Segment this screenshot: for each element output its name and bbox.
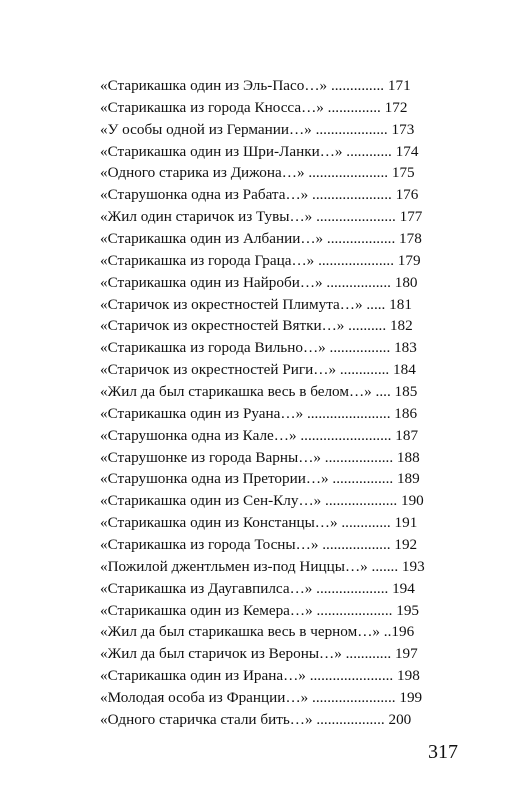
toc-entry: «Пожилой джентльмен из-под Ниццы…» ....... 193 [100, 557, 425, 575]
toc-entry: «Старикашка один из Руана…» ...................... 186 [100, 404, 418, 422]
toc-entry: «Старушонка одна из Рабата…» ..................... 176 [100, 186, 419, 204]
toc-entry: «Старичок из окрестностей Плимута…» ..... 181 [100, 295, 412, 313]
toc-entry: «Одного старика из Дижона…» ..................... 175 [100, 164, 415, 182]
toc-entry: «Одного старичка стали бить…» .................. 200 [100, 710, 412, 728]
toc-entry: «У особы одной из Германии…» ................... 173 [100, 120, 415, 138]
toc-entry: «Старушонка одна из Кале…» ........................ 187 [100, 426, 419, 444]
toc-entry: «Старикашка один из Кемера…» .................... 195 [100, 601, 420, 619]
toc-entry: «Старикашка из города Вильно…» ................ 183 [100, 339, 417, 357]
toc-entry: «Старикашка один из Шри-Ланки…» ............ 174 [100, 142, 419, 160]
toc-entry: «Старикашка один из Найроби…» ................. 180 [100, 273, 418, 291]
toc-entry: «Жил да был старичок из Вероны…» ............ 197 [100, 645, 418, 663]
toc-entry: «Старикашка из города Граца…» .................... 179 [100, 251, 421, 269]
toc-entry: «Жил один старичок из Тувы…» ..................... 177 [100, 208, 423, 226]
toc-entry: «Жил да был старикашка весь в белом…» .... 185 [100, 383, 418, 401]
toc-entry: «Жил да был старикашка весь в черном…» ..196 [100, 623, 415, 641]
toc-entry: «Старикашка один из Сен-Клу…» ................... 190 [100, 492, 424, 510]
table-of-contents [100, 75, 432, 731]
toc-entry: «Старикашка один из Эль-Пасо…» .............. 171 [100, 77, 411, 94]
toc-entry: «Старушонке из города Варны…» .................. 188 [100, 448, 420, 466]
toc-entry: «Старикашка из Даугавпилса…» ................... 194 [100, 579, 415, 597]
toc-entry: «Старушонка одна из Претории…» ................ 189 [100, 470, 420, 488]
toc-entry: «Старикашка один из Констанцы…» ............. 191 [100, 514, 418, 532]
toc-entry: «Старикашка один из Ирана…» ...................... 198 [100, 667, 420, 685]
toc-entry: «Старичок из окрестностей Риги…» ............. 184 [100, 361, 416, 379]
toc-entry: «Старикашка из города Кносса…» .............. 172 [100, 98, 408, 116]
toc-entry: «Старикашка из города Тосны…» .................. 192 [100, 536, 418, 554]
toc-entry: «Старикашка один из Албании…» .................. 178 [100, 230, 422, 248]
page-number: 317 [428, 741, 458, 763]
toc-entry: «Молодая особа из Франции…» ...................... 199 [100, 689, 423, 707]
toc-entry: «Старичок из окрестностей Вятки…» .......... 182 [100, 317, 413, 335]
